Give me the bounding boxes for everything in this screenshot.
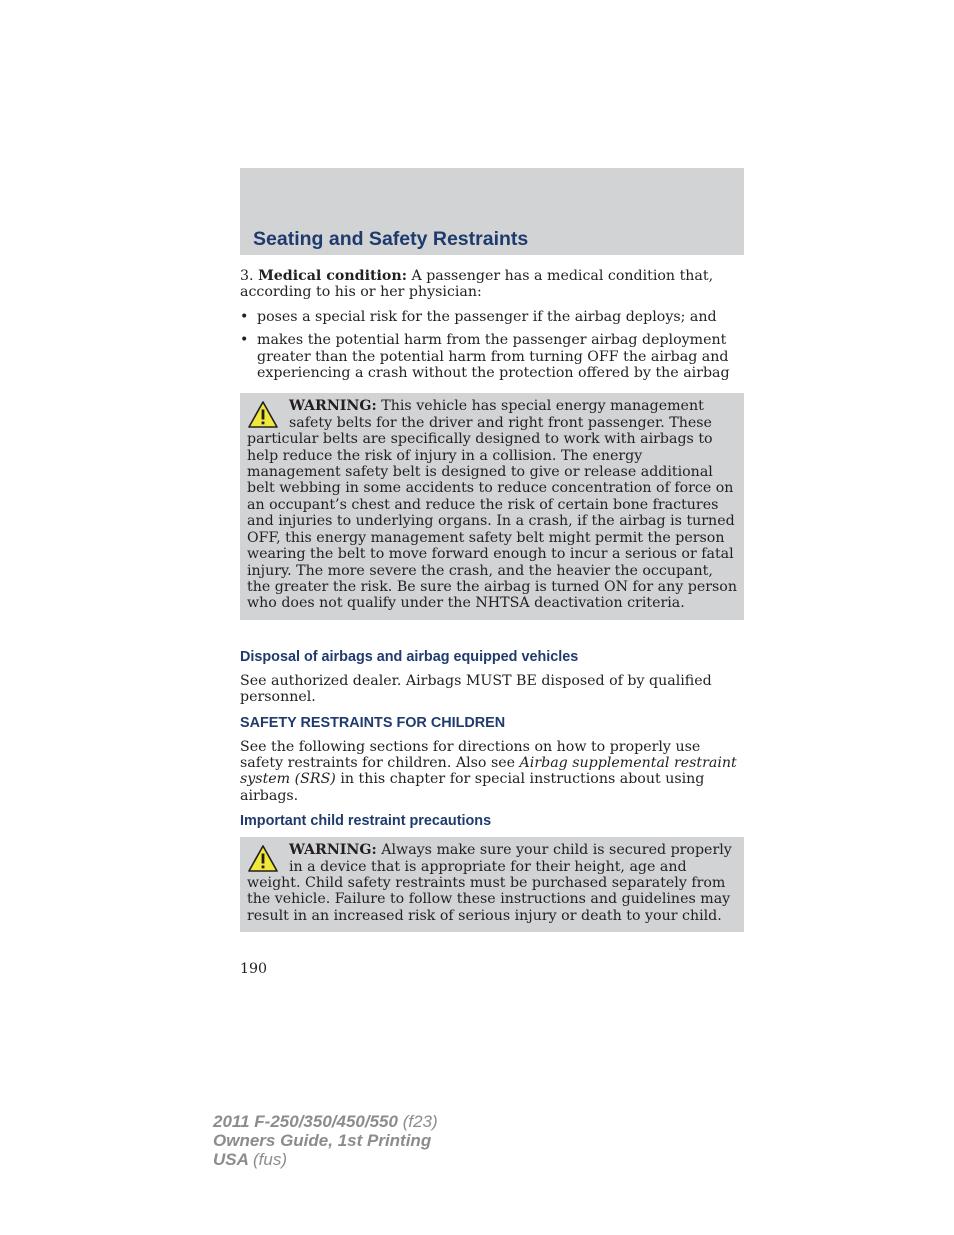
warning-text: This vehicle has special energy management safety belts for the driver and right front passenger. These particular belts are specifically designed to work with airbags to help reduce the risk of injury in a collision. The energy management safety belt is designed to give or release additional belt webbing in some accidents to reduce concentration of force on an occupant’s chest and reduce the risk of certain bone fractures and injuries to underlying organs. In a crash, if the airbag is turned OFF, this energy management safety belt might permit the person wearing the belt to move forward enough to incur a serious or fatal injury. The more severe the crash, and the heavier the occupant, the greater the risk. Be sure the airbag is turned ON for any person who does not qualify under the NHTSA deactivation criteria. (247, 398, 737, 612)
list-item (240, 309, 744, 325)
footer (213, 1112, 438, 1169)
disposal-text: See authorized dealer. Airbags MUST BE disposed of by qualified personnel. (240, 672, 712, 706)
warning-box (240, 837, 744, 932)
footer-market: USA (213, 1150, 249, 1169)
warning-label: WARNING: (289, 842, 377, 859)
disposal-heading: Disposal of airbags and airbag equipped vehicles (240, 648, 579, 665)
page-number: 190 (240, 961, 268, 977)
children-heading: SAFETY RESTRAINTS FOR CHILDREN (240, 714, 506, 731)
warning-triangle-icon (247, 844, 279, 874)
warning-text: Always make sure your child is secured properly in a device that is appropriate for their height, age and weight. Child safety restraints must be purchased separately from the vehicle. Failure to follow these instructions and guidelines may result in an increased risk of serious injury or death to your child. (247, 842, 732, 924)
section-header-band (240, 168, 744, 255)
bullet-glyph: • (240, 332, 249, 349)
item-number: 3. (240, 268, 254, 284)
children-text-end: in this chapter for special instructions about using airbags. (240, 771, 705, 804)
children-text (240, 739, 744, 805)
footer-model: 2011 F-250/350/450/550 (213, 1112, 398, 1131)
bullet-text: poses a special risk for the passenger if the airbag deploys; and (257, 308, 717, 325)
footer-market-code: (fus) (253, 1150, 287, 1169)
footer-line-2: Owners Guide, 1st Printing (213, 1131, 432, 1150)
footer-model-code: (f23) (402, 1112, 438, 1131)
warning-triangle-icon (247, 400, 279, 430)
srs-reference: Airbag supplemental restraint system (SRS) (240, 754, 737, 788)
medical-condition-term: Medical condition: (258, 268, 407, 284)
warning-label: WARNING: (289, 398, 377, 415)
bullet-text: makes the potential harm from the passenger airbag deployment greater than the potential harm from turning OFF the airbag and experiencing a crash without the protection offered by the airbag (257, 332, 730, 382)
children-text-start: See the following sections for directions on how to properly use safety restraints for children. Also see (240, 738, 701, 771)
precautions-heading: Important child restraint precautions (240, 813, 492, 830)
bullet-glyph: • (240, 308, 249, 325)
footer-line-3 (213, 1150, 438, 1169)
page-content (240, 268, 744, 932)
footer-line-1 (213, 1112, 438, 1131)
medical-condition-paragraph (240, 268, 744, 301)
warning-box (240, 393, 744, 619)
list-item (240, 332, 744, 381)
medical-condition-text: A passenger has a medical condition that, according to his or her physician: (240, 268, 714, 301)
section-title: Seating and Safety Restraints (253, 228, 529, 250)
